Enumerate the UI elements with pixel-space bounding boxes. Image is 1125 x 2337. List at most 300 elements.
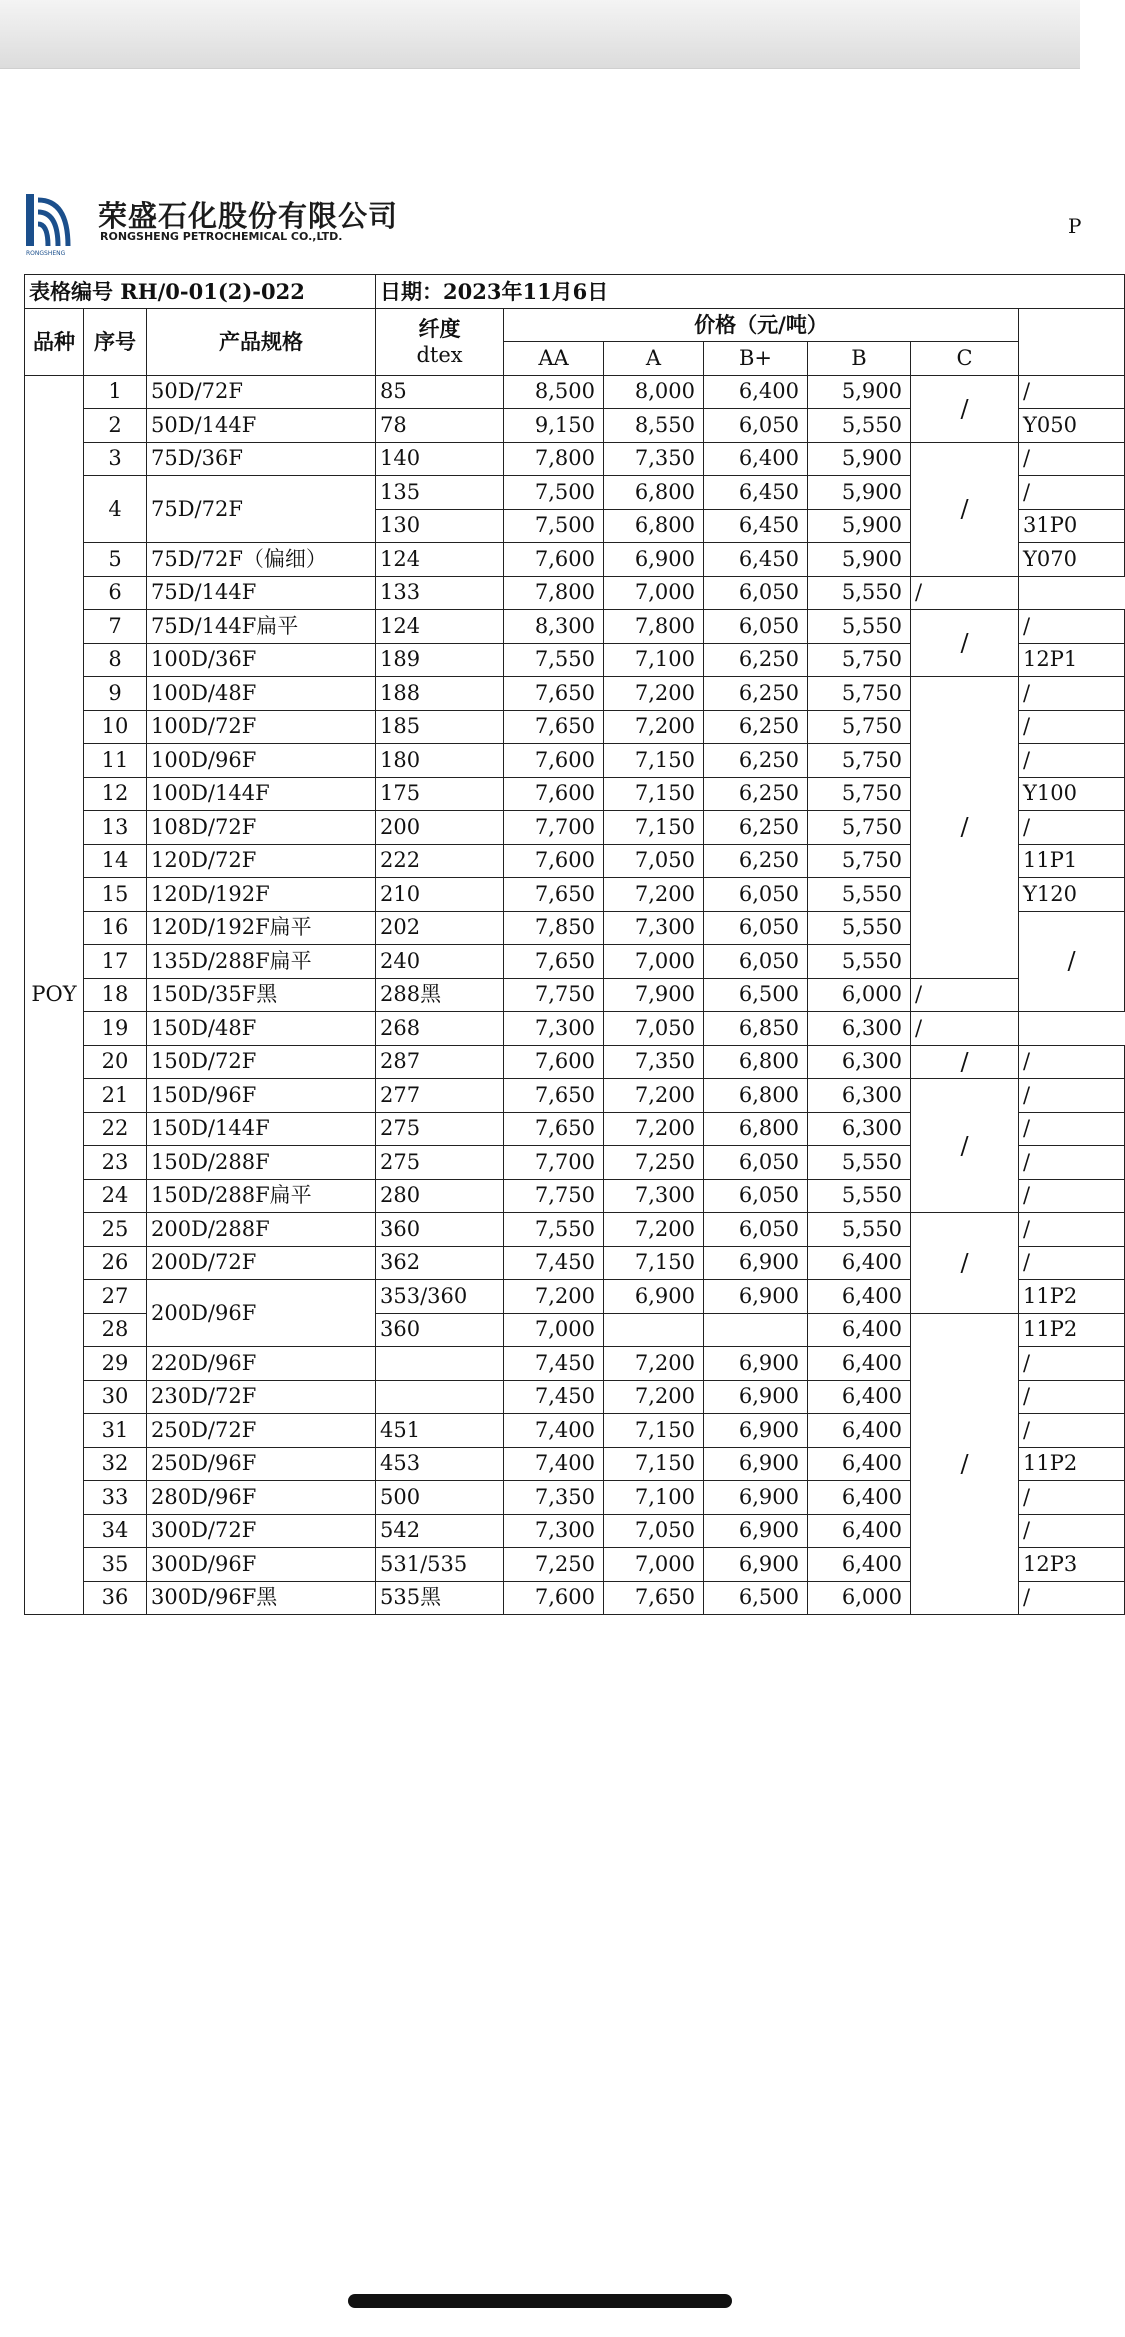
price-aa: 7,600 [504, 1581, 604, 1615]
row-number: 11 [84, 744, 147, 778]
row-number: 26 [84, 1246, 147, 1280]
dtex-value: 78 [376, 409, 504, 443]
product-spec: 100D/72F [147, 710, 376, 744]
dtex-value: 277 [376, 1079, 504, 1113]
product-spec: 200D/72F [147, 1246, 376, 1280]
remark-value: / [1019, 1414, 1125, 1448]
header-grade-bplus: B+ [704, 342, 808, 376]
price-table [24, 274, 1125, 1615]
header-grade-a: A [604, 342, 704, 376]
price-bplus: 6,250 [704, 643, 808, 677]
price-bplus: 6,050 [704, 911, 808, 945]
price-c: / [1019, 911, 1125, 1012]
remark-value: / [1019, 1179, 1125, 1213]
remark-value: / [1019, 1380, 1125, 1414]
price-aa: 7,250 [504, 1548, 604, 1582]
price-a: 7,200 [604, 1213, 704, 1247]
dtex-value: 210 [376, 878, 504, 912]
price-b: 5,550 [808, 409, 911, 443]
remark-value: / [1019, 1112, 1125, 1146]
table-row [25, 1045, 1125, 1079]
row-number: 32 [84, 1447, 147, 1481]
price-aa: 7,000 [504, 1313, 604, 1347]
product-spec: 300D/72F [147, 1514, 376, 1548]
remark-value: / [1019, 744, 1125, 778]
product-spec: 150D/288F扁平 [147, 1179, 376, 1213]
remark-value: / [1019, 1347, 1125, 1381]
price-c: / [911, 1213, 1019, 1314]
price-aa: 7,650 [504, 1112, 604, 1146]
price-aa: 7,600 [504, 844, 604, 878]
price-b: 5,550 [808, 576, 911, 610]
price-aa: 7,650 [504, 945, 604, 979]
header-spec: 产品规格 [147, 308, 376, 375]
product-spec: 150D/72F [147, 1045, 376, 1079]
price-a: 7,150 [604, 1447, 704, 1481]
header-dtex-en: dtex [416, 342, 463, 367]
dtex-value: 175 [376, 777, 504, 811]
price-aa: 7,650 [504, 710, 604, 744]
product-spec: 100D/36F [147, 643, 376, 677]
price-aa: 7,500 [504, 476, 604, 510]
product-spec: 108D/72F [147, 811, 376, 845]
price-a: 7,150 [604, 777, 704, 811]
price-a: 6,800 [604, 509, 704, 543]
price-b: 5,900 [808, 476, 911, 510]
price-a: 7,200 [604, 878, 704, 912]
row-number: 36 [84, 1581, 147, 1615]
row-number: 25 [84, 1213, 147, 1247]
row-number: 8 [84, 643, 147, 677]
price-bplus [704, 1313, 808, 1347]
dtex-value: 222 [376, 844, 504, 878]
logo-small-text: RONGSHENG [26, 250, 66, 257]
price-bplus: 6,500 [704, 1581, 808, 1615]
dtex-value: 240 [376, 945, 504, 979]
price-c: / [911, 442, 1019, 576]
price-a: 7,000 [604, 945, 704, 979]
remark-value: / [1019, 1079, 1125, 1113]
price-a: 6,900 [604, 1280, 704, 1314]
dtex-value [376, 1347, 504, 1381]
remark-value: / [1019, 1481, 1125, 1515]
price-bplus: 6,500 [704, 978, 808, 1012]
price-aa: 7,650 [504, 878, 604, 912]
dtex-value: 287 [376, 1045, 504, 1079]
price-aa: 7,600 [504, 543, 604, 577]
row-number: 5 [84, 543, 147, 577]
price-b: 6,300 [808, 1079, 911, 1113]
price-a: 7,150 [604, 811, 704, 845]
dtex-value: 189 [376, 643, 504, 677]
row-number: 10 [84, 710, 147, 744]
remark-value: / [1019, 442, 1125, 476]
dtex-value: 188 [376, 677, 504, 711]
price-a: 7,250 [604, 1146, 704, 1180]
remark-value: Y100 [1019, 777, 1125, 811]
price-a: 7,650 [604, 1581, 704, 1615]
price-a: 7,200 [604, 1112, 704, 1146]
price-b: 6,300 [808, 1045, 911, 1079]
remark-value: 11P2 [1019, 1280, 1125, 1314]
remark-value: Y050 [1019, 409, 1125, 443]
row-number: 19 [84, 1012, 147, 1046]
price-a: 7,100 [604, 1481, 704, 1515]
header-grade-aa: AA [504, 342, 604, 376]
row-number: 30 [84, 1380, 147, 1414]
price-b: 5,550 [808, 911, 911, 945]
price-aa: 8,500 [504, 375, 604, 409]
price-aa: 7,350 [504, 1481, 604, 1515]
row-number: 21 [84, 1079, 147, 1113]
product-spec: 150D/96F [147, 1079, 376, 1113]
home-indicator[interactable] [348, 2294, 732, 2308]
price-bplus: 6,250 [704, 844, 808, 878]
price-bplus: 6,050 [704, 610, 808, 644]
price-a: 7,350 [604, 1045, 704, 1079]
row-number: 4 [84, 476, 147, 543]
price-bplus: 6,800 [704, 1079, 808, 1113]
price-bplus: 6,250 [704, 777, 808, 811]
dtex-value: 453 [376, 1447, 504, 1481]
dtex-value: 280 [376, 1179, 504, 1213]
price-bplus: 6,800 [704, 1112, 808, 1146]
page-letter: P [1068, 214, 1082, 238]
price-b: 5,750 [808, 744, 911, 778]
header-seq: 序号 [84, 308, 147, 375]
price-a: 7,050 [604, 844, 704, 878]
dtex-value: 124 [376, 610, 504, 644]
dtex-value: 185 [376, 710, 504, 744]
product-spec: 230D/72F [147, 1380, 376, 1414]
row-number: 17 [84, 945, 147, 979]
row-number: 20 [84, 1045, 147, 1079]
price-a: 7,000 [604, 1548, 704, 1582]
price-a: 7,050 [604, 1514, 704, 1548]
price-a: 7,200 [604, 1380, 704, 1414]
table-row [25, 610, 1125, 644]
price-a: 7,100 [604, 643, 704, 677]
product-spec: 300D/96F [147, 1548, 376, 1582]
remark-value: 12P1 [1019, 643, 1125, 677]
row-number: 9 [84, 677, 147, 711]
row-number: 23 [84, 1146, 147, 1180]
product-spec: 75D/144F扁平 [147, 610, 376, 644]
price-a: 7,200 [604, 677, 704, 711]
price-c: / [911, 1045, 1019, 1079]
price-aa: 8,300 [504, 610, 604, 644]
product-spec: 220D/96F [147, 1347, 376, 1381]
price-a: 7,150 [604, 744, 704, 778]
row-number: 14 [84, 844, 147, 878]
company-name-cn: 荣盛石化股份有限公司 [98, 199, 399, 233]
price-a: 7,200 [604, 1079, 704, 1113]
price-b: 6,400 [808, 1447, 911, 1481]
dtex-value: 360 [376, 1213, 504, 1247]
price-b: 6,400 [808, 1380, 911, 1414]
product-spec: 75D/36F [147, 442, 376, 476]
price-c: / [911, 610, 1019, 677]
price-bplus: 6,900 [704, 1246, 808, 1280]
price-bplus: 6,900 [704, 1481, 808, 1515]
remark-value: / [1019, 1581, 1125, 1615]
price-b: 6,400 [808, 1481, 911, 1515]
product-spec: 150D/288F [147, 1146, 376, 1180]
dtex-value: 353/360 [376, 1280, 504, 1314]
form-number: 表格编号 RH/0-01(2)-022 [25, 275, 376, 309]
table-row [25, 1213, 1125, 1247]
price-bplus: 6,250 [704, 710, 808, 744]
price-aa: 7,300 [504, 1012, 604, 1046]
price-a: 7,000 [604, 576, 704, 610]
remark-value: / [911, 576, 1019, 610]
price-b: 5,750 [808, 643, 911, 677]
price-bplus: 6,900 [704, 1514, 808, 1548]
remark-value: / [911, 978, 1019, 1012]
product-spec: 50D/144F [147, 409, 376, 443]
remark-value: / [1019, 375, 1125, 409]
price-a: 7,150 [604, 1414, 704, 1448]
price-b: 5,550 [808, 945, 911, 979]
price-bplus: 6,900 [704, 1414, 808, 1448]
price-bplus: 6,050 [704, 1179, 808, 1213]
header-row-1 [25, 308, 1125, 342]
dtex-value: 200 [376, 811, 504, 845]
price-aa: 7,650 [504, 677, 604, 711]
product-spec: 150D/35F黑 [147, 978, 376, 1012]
company-logo-icon [26, 190, 86, 250]
product-spec: 135D/288F扁平 [147, 945, 376, 979]
price-b: 5,900 [808, 375, 911, 409]
price-aa: 7,400 [504, 1447, 604, 1481]
price-b: 6,400 [808, 1347, 911, 1381]
price-bplus: 6,250 [704, 811, 808, 845]
price-aa: 7,200 [504, 1280, 604, 1314]
price-aa: 7,700 [504, 811, 604, 845]
price-b: 5,550 [808, 1146, 911, 1180]
product-spec: 50D/72F [147, 375, 376, 409]
price-bplus: 6,450 [704, 543, 808, 577]
table-row [25, 576, 1125, 610]
product-spec: 150D/144F [147, 1112, 376, 1146]
row-number: 24 [84, 1179, 147, 1213]
dtex-value: 133 [376, 576, 504, 610]
remark-value: / [1019, 610, 1125, 644]
price-a: 8,000 [604, 375, 704, 409]
price-bplus: 6,850 [704, 1012, 808, 1046]
dtex-value: 85 [376, 375, 504, 409]
dtex-value: 180 [376, 744, 504, 778]
row-number: 33 [84, 1481, 147, 1515]
price-b: 6,400 [808, 1246, 911, 1280]
price-aa: 9,150 [504, 409, 604, 443]
remark-value: / [911, 1012, 1019, 1046]
price-c: / [911, 677, 1019, 979]
row-number: 3 [84, 442, 147, 476]
dtex-value: 542 [376, 1514, 504, 1548]
price-a: 7,300 [604, 911, 704, 945]
remark-value: 11P2 [1019, 1313, 1125, 1347]
price-aa: 7,300 [504, 1514, 604, 1548]
form-date: 日期：2023年11月6日 [376, 275, 1125, 309]
price-bplus: 6,400 [704, 442, 808, 476]
price-b: 6,300 [808, 1012, 911, 1046]
price-bplus: 6,900 [704, 1280, 808, 1314]
price-a: 7,300 [604, 1179, 704, 1213]
price-b: 5,750 [808, 844, 911, 878]
dtex-value: 288黑 [376, 978, 504, 1012]
remark-value: / [1019, 1514, 1125, 1548]
company-header [26, 190, 1080, 256]
price-bplus: 6,900 [704, 1380, 808, 1414]
price-aa: 7,850 [504, 911, 604, 945]
remark-value: 12P3 [1019, 1548, 1125, 1582]
price-bplus: 6,050 [704, 878, 808, 912]
price-a: 6,800 [604, 476, 704, 510]
remark-value: / [1019, 710, 1125, 744]
price-bplus: 6,900 [704, 1447, 808, 1481]
remark-value: / [1019, 1246, 1125, 1280]
dtex-value: 500 [376, 1481, 504, 1515]
product-spec: 280D/96F [147, 1481, 376, 1515]
price-b: 5,900 [808, 543, 911, 577]
product-spec: 100D/96F [147, 744, 376, 778]
dtex-value: 531/535 [376, 1548, 504, 1582]
price-b: 6,400 [808, 1280, 911, 1314]
price-aa: 7,800 [504, 576, 604, 610]
price-aa: 7,650 [504, 1079, 604, 1113]
row-number: 18 [84, 978, 147, 1012]
product-spec: 100D/48F [147, 677, 376, 711]
dtex-value: 130 [376, 509, 504, 543]
remark-value: 11P1 [1019, 844, 1125, 878]
row-number: 12 [84, 777, 147, 811]
price-b: 6,000 [808, 1581, 911, 1615]
price-aa: 7,600 [504, 744, 604, 778]
dtex-value: 268 [376, 1012, 504, 1046]
row-number: 28 [84, 1313, 147, 1347]
price-aa: 7,700 [504, 1146, 604, 1180]
price-aa: 7,450 [504, 1347, 604, 1381]
price-a: 7,050 [604, 1012, 704, 1046]
price-b: 5,750 [808, 777, 911, 811]
table-row [25, 375, 1125, 409]
remark-value: Y120 [1019, 878, 1125, 912]
price-aa: 7,400 [504, 1414, 604, 1448]
price-bplus: 6,400 [704, 375, 808, 409]
header-tail [1019, 308, 1125, 375]
dtex-value: 360 [376, 1313, 504, 1347]
row-number: 2 [84, 409, 147, 443]
price-b: 6,400 [808, 1414, 911, 1448]
price-aa: 7,800 [504, 442, 604, 476]
dtex-value: 202 [376, 911, 504, 945]
table-row [25, 1012, 1125, 1046]
row-number: 22 [84, 1112, 147, 1146]
row-number: 7 [84, 610, 147, 644]
company-name-en: RONGSHENG PETROCHEMICAL CO.,LTD. [100, 230, 343, 243]
dtex-value: 451 [376, 1414, 504, 1448]
price-aa: 7,500 [504, 509, 604, 543]
header-grade-b: B [808, 342, 911, 376]
dtex-value: 535黑 [376, 1581, 504, 1615]
price-c: / [911, 375, 1019, 442]
product-spec: 100D/144F [147, 777, 376, 811]
price-b: 6,400 [808, 1548, 911, 1582]
price-bplus: 6,450 [704, 476, 808, 510]
product-spec: 75D/144F [147, 576, 376, 610]
price-aa: 7,600 [504, 777, 604, 811]
top-toolbar [0, 0, 1080, 69]
price-aa: 7,450 [504, 1246, 604, 1280]
row-number: 35 [84, 1548, 147, 1582]
price-b: 5,750 [808, 811, 911, 845]
dtex-value: 140 [376, 442, 504, 476]
price-aa: 7,550 [504, 643, 604, 677]
dtex-value: 135 [376, 476, 504, 510]
price-c: / [911, 1313, 1019, 1615]
product-spec: 75D/72F（偏细） [147, 543, 376, 577]
price-c: / [911, 1079, 1019, 1213]
remark-value: / [1019, 1146, 1125, 1180]
price-a: 7,150 [604, 1246, 704, 1280]
product-spec: 120D/72F [147, 844, 376, 878]
row-number: 16 [84, 911, 147, 945]
product-spec: 200D/96F [147, 1280, 376, 1347]
table-row [25, 978, 1125, 1012]
price-b: 5,750 [808, 677, 911, 711]
product-spec: 300D/96F黑 [147, 1581, 376, 1615]
price-a [604, 1313, 704, 1347]
row-number: 1 [84, 375, 147, 409]
price-b: 5,750 [808, 710, 911, 744]
product-spec: 120D/192F [147, 878, 376, 912]
remark-value: / [1019, 811, 1125, 845]
price-b: 5,900 [808, 442, 911, 476]
header-variety: 品种 [25, 308, 84, 375]
price-b: 5,900 [808, 509, 911, 543]
row-number: 31 [84, 1414, 147, 1448]
price-bplus: 6,050 [704, 1213, 808, 1247]
price-bplus: 6,250 [704, 677, 808, 711]
price-b: 6,300 [808, 1112, 911, 1146]
price-b: 5,550 [808, 610, 911, 644]
price-a: 7,800 [604, 610, 704, 644]
row-number: 34 [84, 1514, 147, 1548]
remark-value: / [1019, 1045, 1125, 1079]
price-a: 6,900 [604, 543, 704, 577]
price-aa: 7,750 [504, 978, 604, 1012]
price-bplus: 6,050 [704, 1146, 808, 1180]
product-spec: 150D/48F [147, 1012, 376, 1046]
remark-value: / [1019, 476, 1125, 510]
price-bplus: 6,050 [704, 409, 808, 443]
table-row [25, 1079, 1125, 1113]
dtex-value [376, 1380, 504, 1414]
price-aa: 7,750 [504, 1179, 604, 1213]
price-bplus: 6,900 [704, 1548, 808, 1582]
header-dtex [376, 308, 504, 375]
price-bplus: 6,050 [704, 576, 808, 610]
header-grade-c: C [911, 342, 1019, 376]
price-b: 6,400 [808, 1313, 911, 1347]
price-bplus: 6,050 [704, 945, 808, 979]
table-row [25, 442, 1125, 476]
product-spec: 75D/72F [147, 476, 376, 543]
form-info-row [25, 275, 1125, 309]
price-a: 8,550 [604, 409, 704, 443]
row-number: 15 [84, 878, 147, 912]
